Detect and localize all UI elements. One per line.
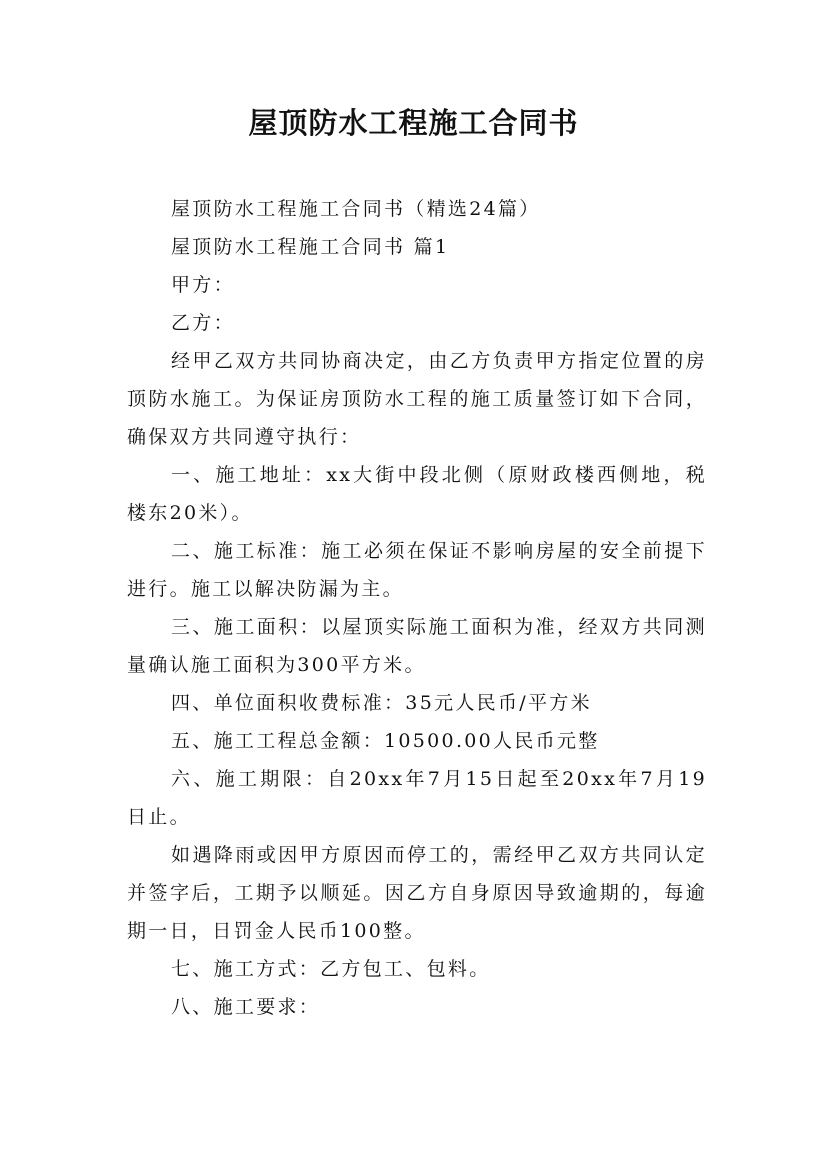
paragraph-clause-1: 一、施工地址：xx大街中段北侧（原财政楼西侧地，税楼东20米）。 [127, 464, 707, 524]
paragraph-collection-title: 屋顶防水工程施工合同书（精选24篇） [171, 198, 541, 220]
paragraph-clause-5: 五、施工工程总金额：10500.00人民币元整 [171, 730, 600, 752]
paragraph-clause-7: 七、施工方式：乙方包工、包料。 [171, 958, 491, 980]
paragraph-clause-3: 三、施工面积：以屋顶实际施工面积为准，经双方共同测量确认施工面积为300平方米。 [127, 616, 707, 676]
document-title: 屋顶防水工程施工合同书 [248, 106, 579, 140]
paragraph-intro: 经甲乙双方共同协商决定，由乙方负责甲方指定位置的房顶防水施工。为保证房顶防水工程的施工质量签订如下合同，确保双方共同遵守执行： [127, 350, 707, 448]
paragraph-clause-6: 六、施工期限：自20xx年7月15日起至20xx年7月19日止。 [127, 768, 707, 828]
paragraph-clause-2: 二、施工标准：施工必须在保证不影响房屋的安全前提下进行。施工以解决防漏为主。 [127, 540, 707, 600]
paragraph-article-heading: 屋顶防水工程施工合同书 篇1 [171, 236, 450, 258]
document-body [127, 190, 707, 1026]
paragraph-delay-terms: 如遇降雨或因甲方原因而停工的，需经甲乙双方共同认定并签字后，工期予以顺延。因乙方自身原因导致逾期的，每逾期一日，日罚金人民币100整。 [127, 844, 707, 942]
paragraph-clause-8: 八、施工要求： [171, 996, 321, 1018]
paragraph-party-a: 甲方： [171, 274, 235, 296]
paragraph-clause-4: 四、单位面积收费标准：35元人民币/平方米 [171, 692, 592, 714]
paragraph-party-b: 乙方： [171, 312, 235, 334]
